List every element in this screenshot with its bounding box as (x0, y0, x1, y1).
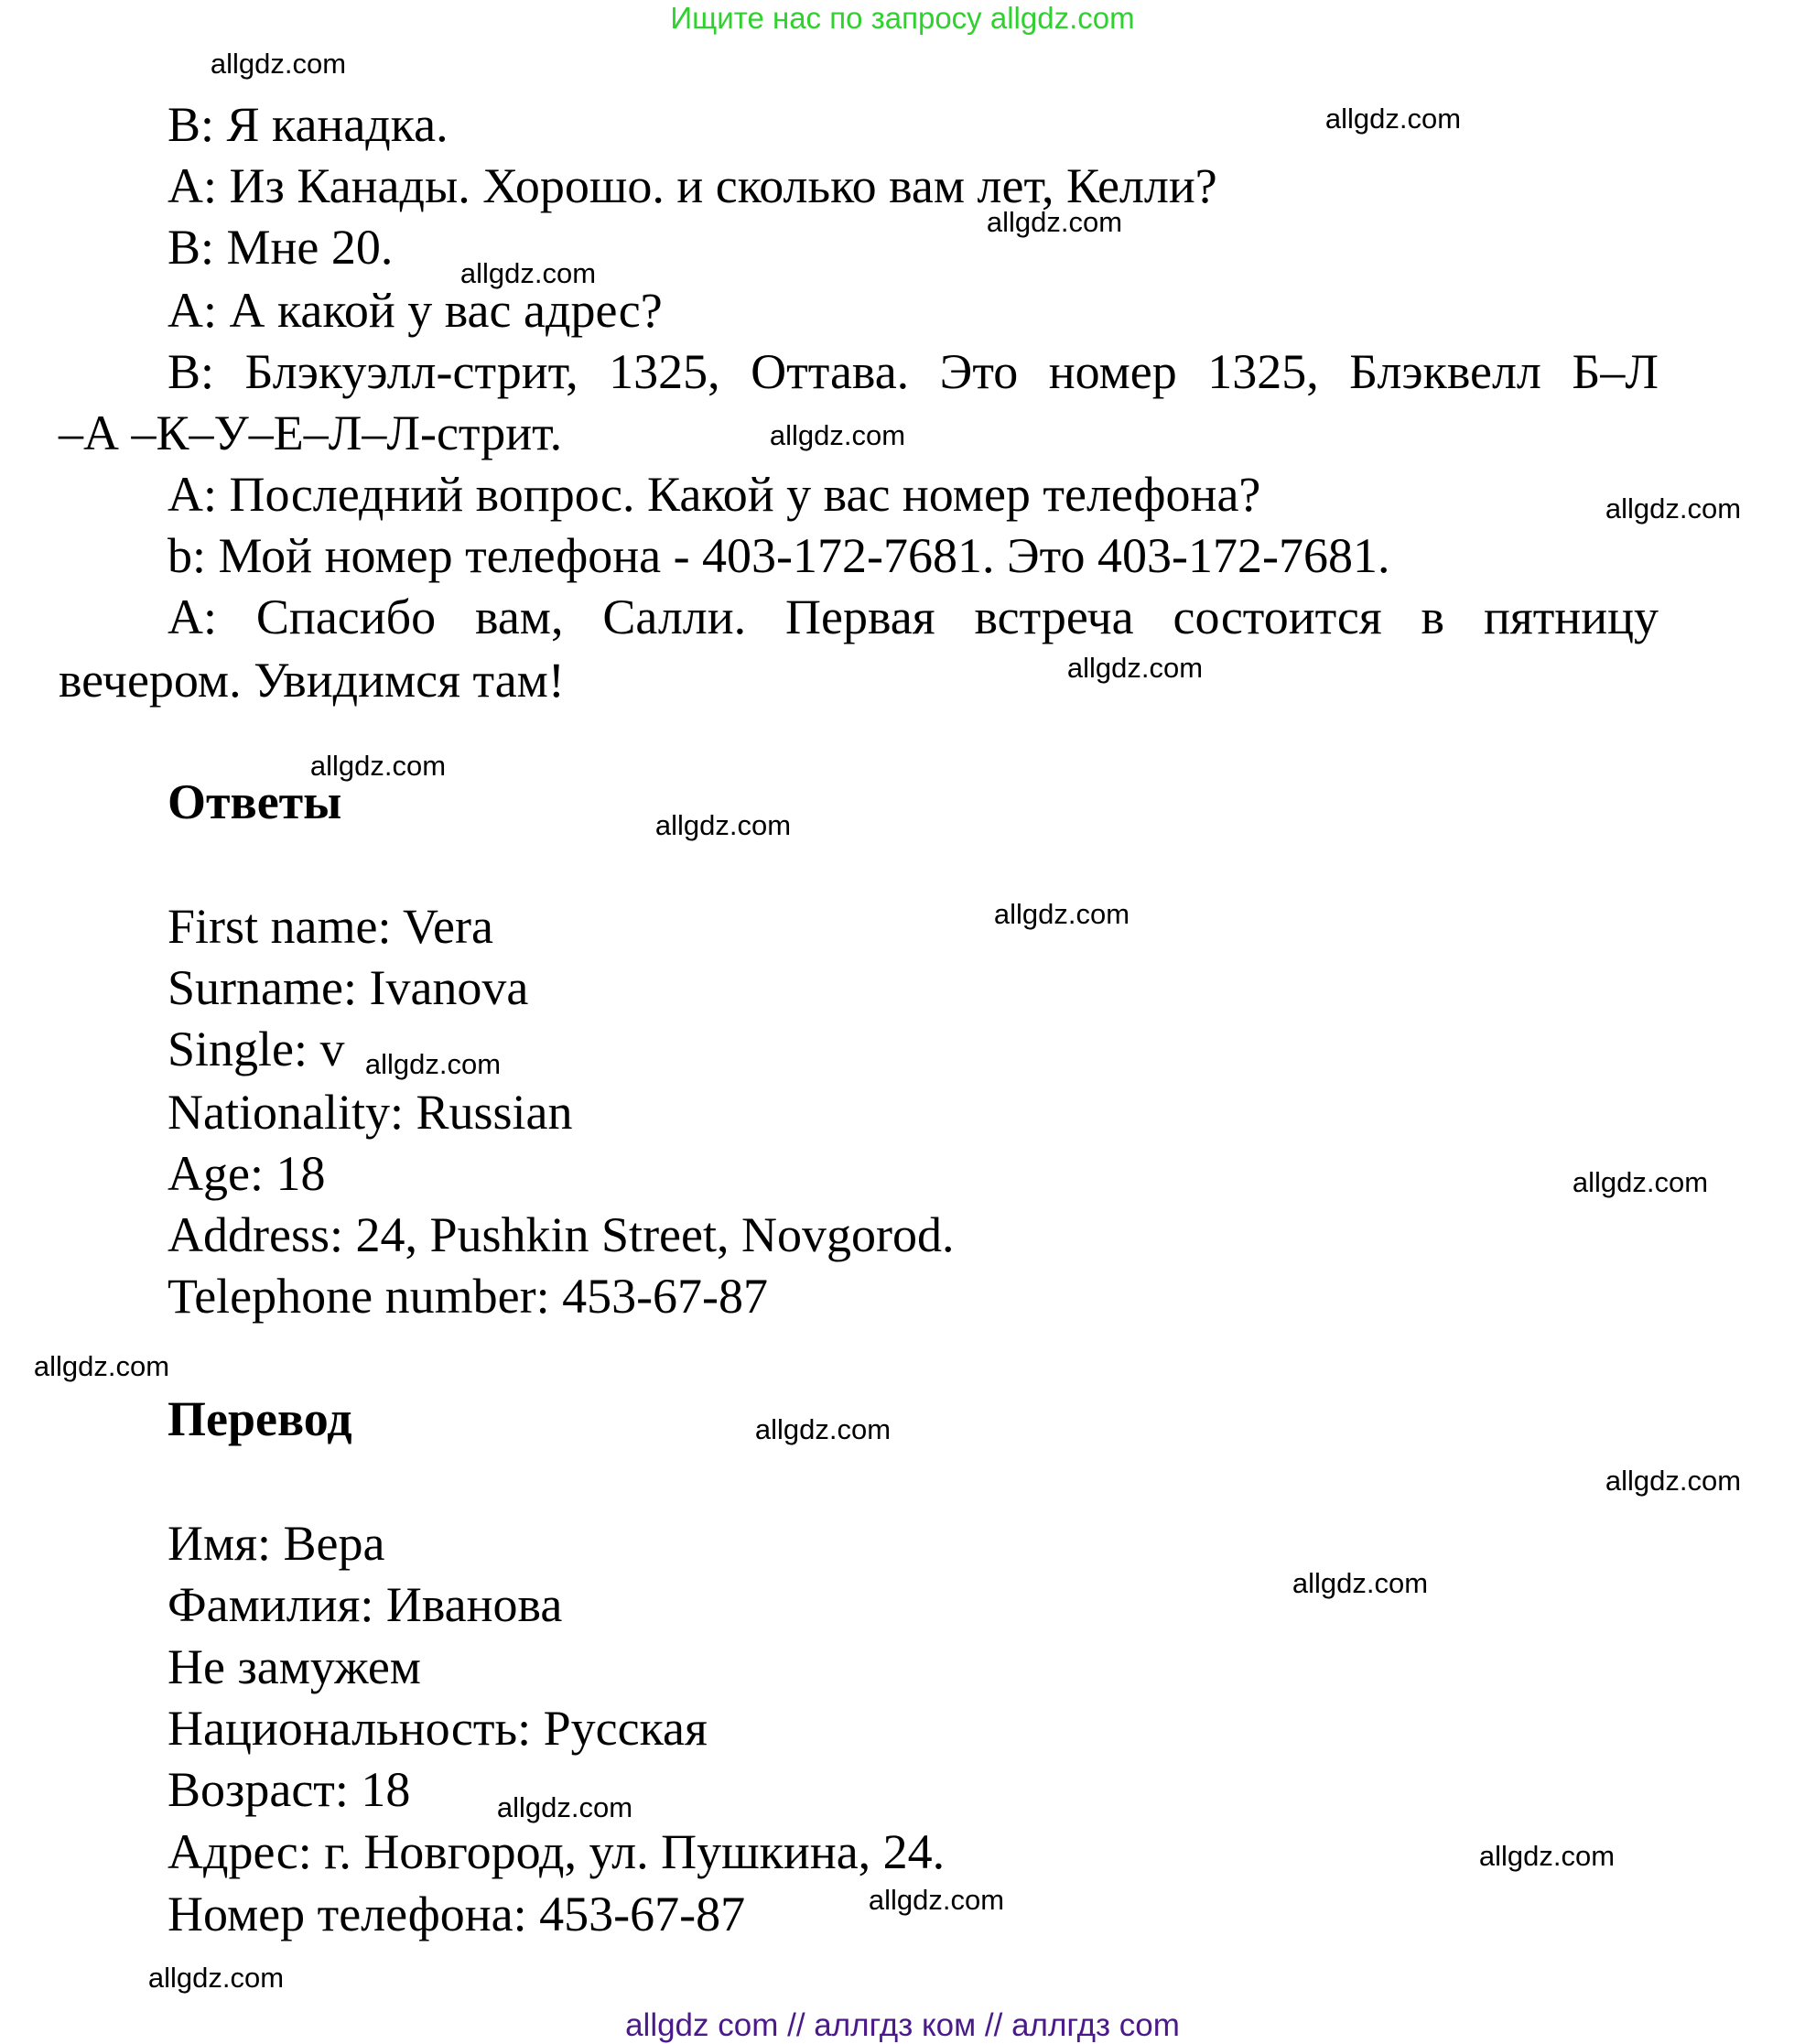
dialogue-line: вечером. Увидимся там! (59, 653, 565, 708)
dialogue-line: –А –К–У–Е–Л–Л-стрит. (59, 406, 563, 460)
watermark: allgdz.com (496, 1791, 633, 1823)
watermark: allgdz.com (769, 419, 906, 451)
watermark: allgdz.com (1324, 103, 1462, 135)
watermark: allgdz.com (1605, 1465, 1742, 1497)
dialogue-line: b: Мой номер телефона - 403-172-7681. Это 403-172-7681. (168, 528, 1390, 583)
translation-line: Имя: Вера (168, 1516, 385, 1571)
footer-links: allgdz com // аллгдз ком // аллгдз com (625, 2007, 1180, 2043)
answer-line: Surname: Ivanova (168, 960, 529, 1015)
translation-line: Возраст: 18 (168, 1762, 411, 1817)
watermark: allgdz.com (986, 206, 1123, 238)
answer-line: Single: v (168, 1022, 345, 1076)
answer-line: Nationality: Russian (168, 1085, 573, 1140)
answer-line: Age: 18 (168, 1146, 326, 1201)
translation-line: Фамилия: Иванова (168, 1577, 563, 1632)
watermark: allgdz.com (1605, 492, 1742, 525)
translation-line: Номер телефона: 453-67-87 (168, 1887, 746, 1941)
watermark: allgdz.com (309, 750, 447, 782)
watermark: allgdz.com (33, 1350, 170, 1382)
answer-line: Address: 24, Pushkin Street, Novgorod. (168, 1207, 955, 1262)
translation-line: Адрес: г. Новгород, ул. Пушкина, 24. (168, 1824, 946, 1879)
answer-line: Telephone number: 453-67-87 (168, 1269, 769, 1324)
watermark: allgdz.com (754, 1413, 892, 1445)
dialogue-line: B: Блэкуэлл-стрит, 1325, Оттава. Это номер 1325, Блэквелл Б–Л (168, 344, 1659, 399)
translation-heading: Перевод (168, 1391, 352, 1446)
watermark: allgdz.com (364, 1048, 502, 1080)
answers-heading: Ответы (168, 774, 342, 829)
watermark: allgdz.com (147, 1962, 285, 1994)
answer-line: First name: Vera (168, 899, 493, 954)
translation-line: Не замужем (168, 1639, 421, 1694)
dialogue-line: A: А какой у вас адрес? (168, 283, 663, 338)
search-banner: Ищите нас по запросу allgdz.com (670, 1, 1135, 35)
watermark: allgdz.com (210, 48, 347, 80)
dialogue-line: A: Спасибо вам, Салли. Первая встреча состоится в пятницу (168, 589, 1659, 644)
dialogue-line: B: Я канадка. (168, 97, 449, 152)
dialogue-line: A: Из Канады. Хорошо. и сколько вам лет, Келли? (168, 158, 1217, 213)
watermark: allgdz.com (868, 1884, 1005, 1916)
watermark: allgdz.com (1478, 1840, 1616, 1872)
watermark: allgdz.com (1292, 1567, 1429, 1599)
watermark: allgdz.com (654, 809, 792, 841)
watermark: allgdz.com (1572, 1166, 1709, 1198)
dialogue-line: A: Последний вопрос. Какой у вас номер телефона? (168, 467, 1261, 522)
dialogue-line: B: Мне 20. (168, 220, 394, 275)
watermark: allgdz.com (459, 257, 597, 289)
watermark: allgdz.com (993, 898, 1130, 930)
watermark: allgdz.com (1066, 652, 1204, 684)
translation-line: Национальность: Русская (168, 1701, 708, 1756)
